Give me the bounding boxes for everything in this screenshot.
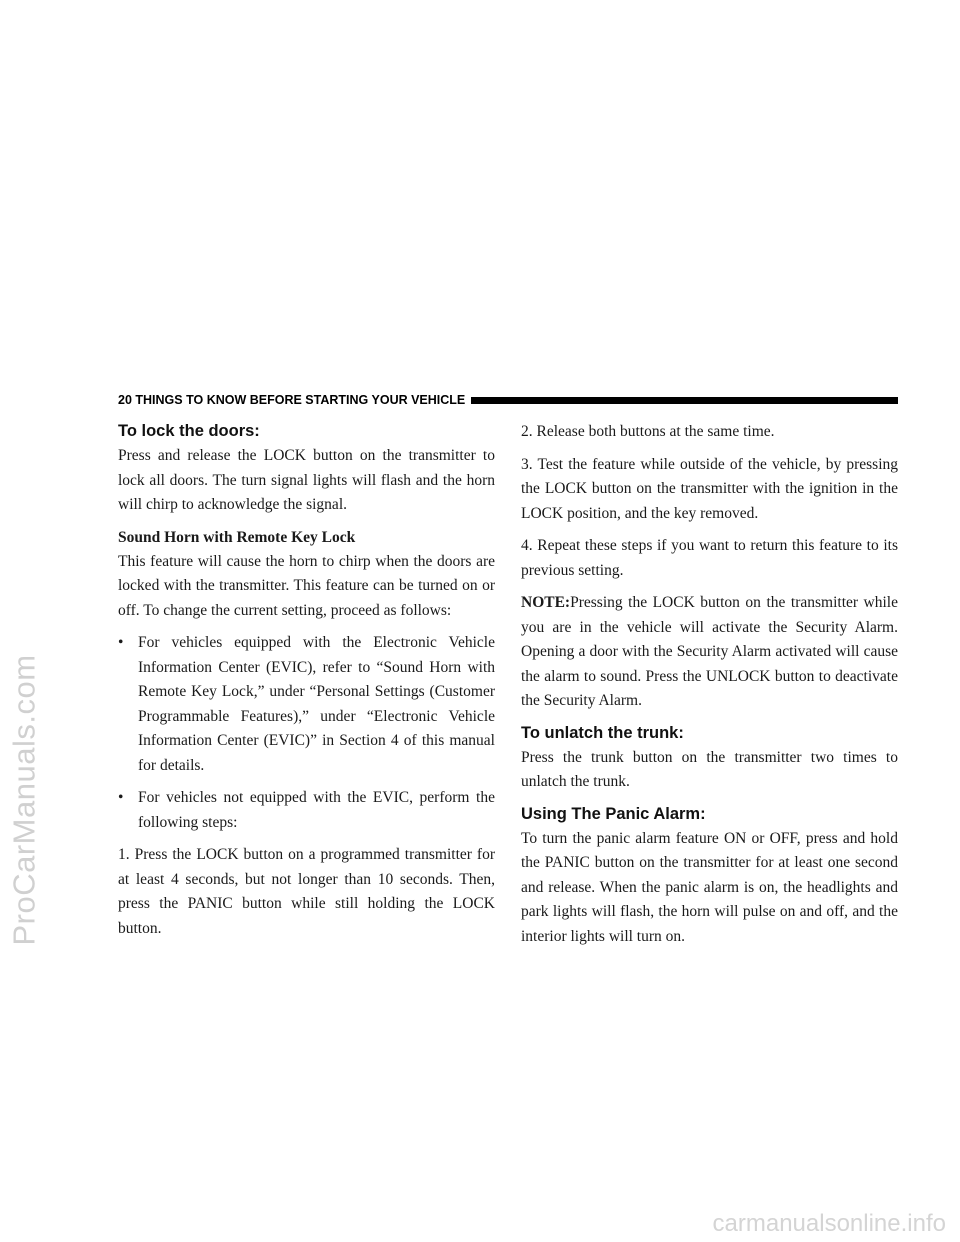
lock-doors-paragraph: Press and release the LOCK button on the transmitter to lock all doors. The turn signal lights will flash and the horn will chirp to acknowledge the signal.	[118, 447, 495, 513]
page-header	[118, 390, 898, 410]
unlatch-trunk-paragraph: Press the trunk button on the transmitter two times to unlatch the trunk.	[521, 748, 898, 790]
page-number: 20	[118, 393, 132, 407]
unlatch-trunk-heading: To unlatch the trunk:	[521, 723, 684, 742]
lock-doors-heading: To lock the doors:	[118, 422, 260, 440]
note-label: NOTE:	[521, 594, 571, 611]
bullet-item-no-evic	[118, 786, 495, 835]
panic-alarm-paragraph: To turn the panic alarm feature ON or OFF, press and hold the PANIC button on the transmitter for at least one second and release. When the panic alarm is on, the headlights and park lights will flash, the horn will pulse on and off, and the interior lights will turn on.	[521, 829, 898, 945]
bullet-text: For vehicles equipped with the Electronic Vehicle Information Center (EVIC), refer to “Sound Horn with Remote Key Lock,” under “Personal Settings (Customer Programmable Features),” under “Electronic Vehicle Information Center (EVIC)” in Section 4 of this manual for details.	[138, 634, 495, 774]
right-column	[521, 420, 898, 957]
note-paragraph	[521, 591, 898, 714]
panic-alarm-heading: Using The Panic Alarm:	[521, 804, 706, 823]
header-title	[118, 393, 471, 407]
side-watermark	[2, 440, 48, 1160]
step-3-paragraph: 3. Test the feature while outside of the vehicle, by pressing the LOCK button on the transmitter with the ignition in the LOCK position, and the key removed.	[521, 455, 898, 522]
left-column	[118, 420, 495, 949]
step-4-paragraph: 4. Repeat these steps if you want to return this feature to its previous setting.	[521, 537, 898, 579]
bullet-glyph: •	[118, 789, 124, 806]
sound-horn-subheading: Sound Horn with Remote Key Lock	[118, 528, 356, 546]
side-watermark-text: ProCarManuals.com	[7, 654, 43, 946]
note-text: Pressing the LOCK button on the transmitter while you are in the vehicle will activate the Security Alarm. Opening a door with the Security Alarm activated will cause the alarm to sound. Press the UNLOCK button to deactivate the Security Alarm.	[521, 594, 898, 709]
sound-horn-paragraph: This feature will cause the horn to chirp when the doors are locked with the transmitter. This feature can be turned on or off. To change the current setting, proceed as follows:	[118, 552, 495, 619]
bullet-text: For vehicles not equipped with the EVIC, perform the following steps:	[138, 789, 495, 831]
bullet-item-evic	[118, 631, 495, 778]
bullet-glyph: •	[118, 634, 124, 651]
section-title: THINGS TO KNOW BEFORE STARTING YOUR VEHICLE	[135, 393, 466, 407]
step-2-paragraph: 2. Release both buttons at the same time.	[521, 423, 775, 440]
step-1-paragraph: 1. Press the LOCK button on a programmed transmitter for at least 4 seconds, but not longer than 10 seconds. Then, press the PANIC button while still holding the LOCK button.	[118, 846, 495, 937]
header-rule	[471, 397, 898, 404]
bottom-watermark: carmanualsonline.info	[712, 1210, 946, 1237]
